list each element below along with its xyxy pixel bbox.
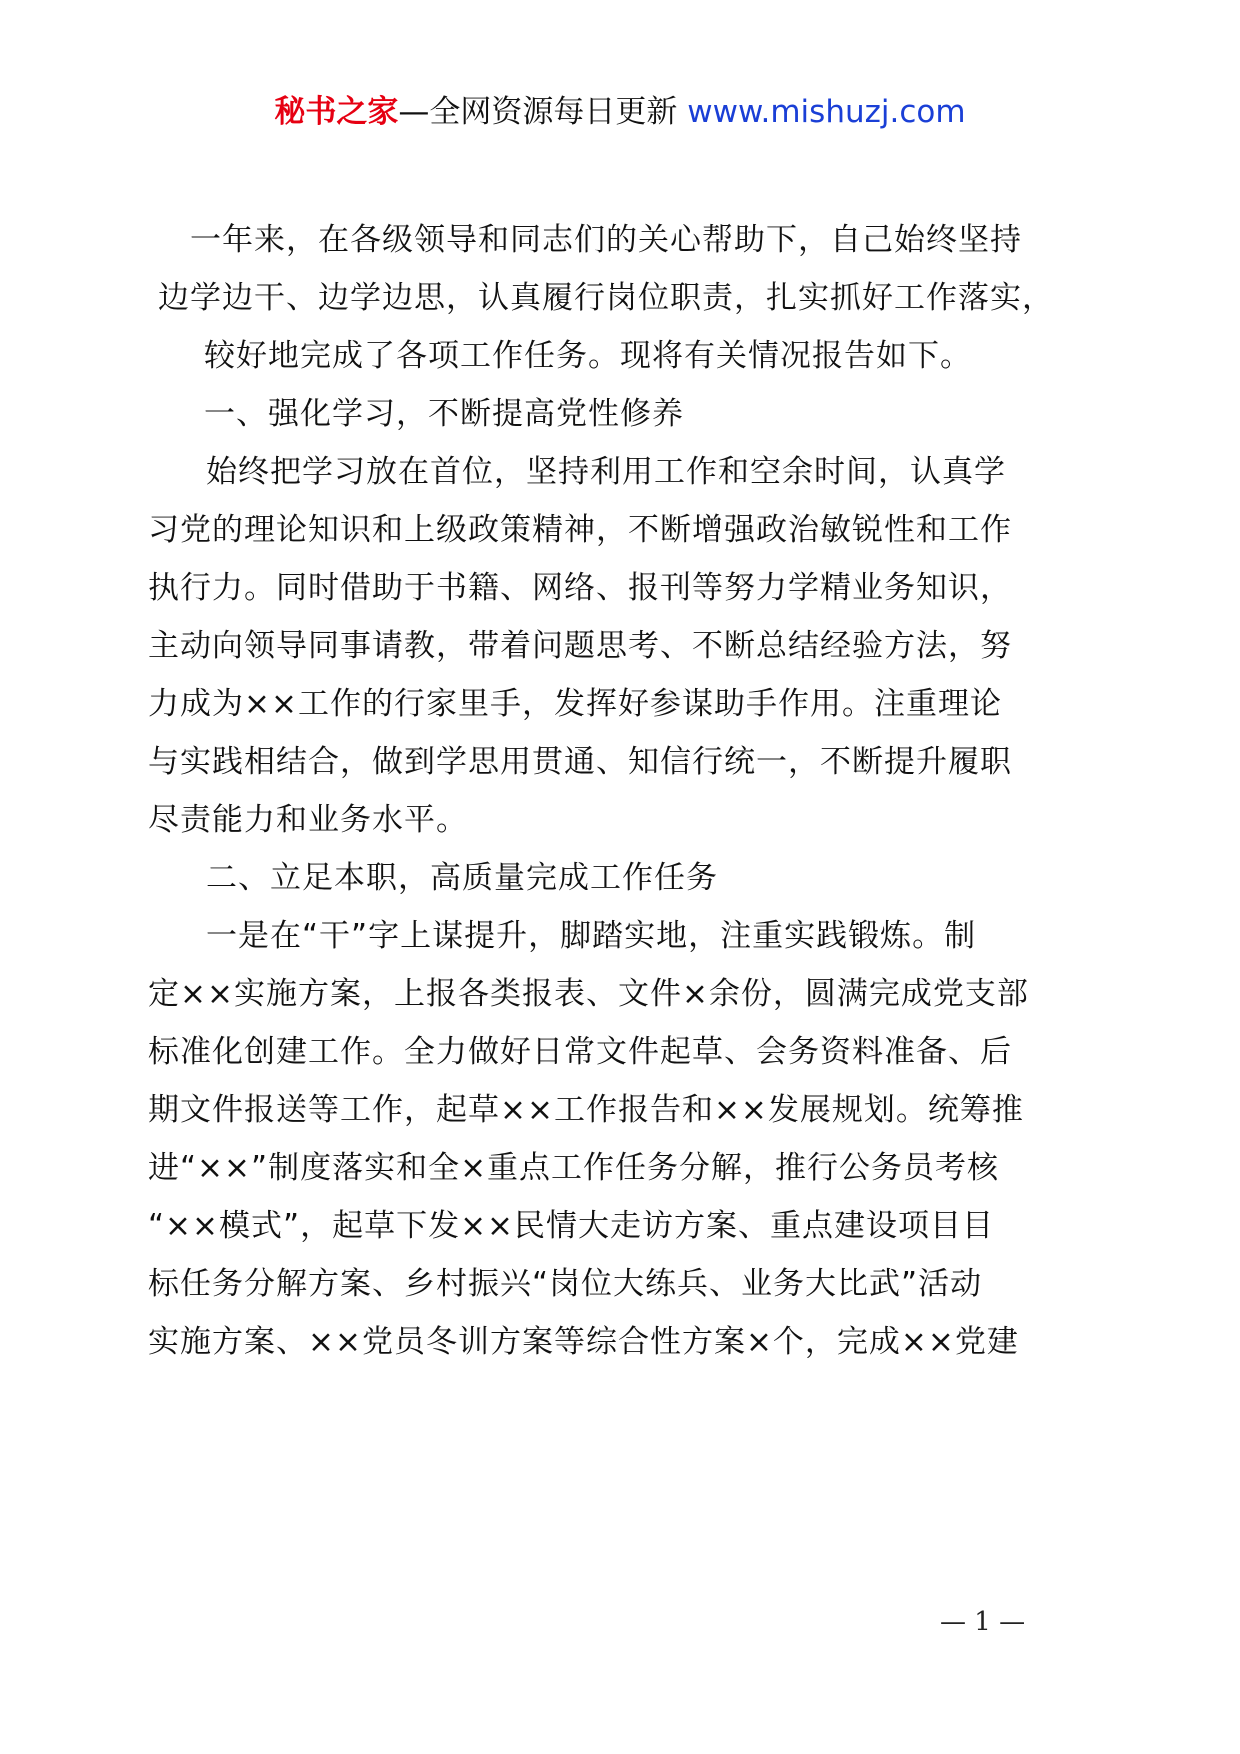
body-line: 定××实施方案，上报各类报表、文件×余份，圆满完成党支部: [148, 976, 1029, 1012]
body-line: 习党的理论知识和上级政策精神，不断增强政治敏锐性和工作: [148, 512, 1012, 548]
intro-line-3: 较好地完成了各项工作任务。现将有关情况报告如下。: [204, 338, 972, 374]
body-line: 期文件报送等工作，起草××工作报告和××发展规划。统筹推: [148, 1092, 1024, 1128]
site-header: [0, 92, 1240, 132]
site-url: www.mishuzj.com: [687, 94, 966, 130]
brand-name: 秘书之家: [274, 94, 399, 130]
header-tagline: —全网资源每日更新: [398, 94, 688, 130]
body-line: 执行力。同时借助于书籍、网络、报刊等努力学精业务知识，: [148, 570, 1012, 606]
body-line: 始终把学习放在首位，坚持利用工作和空余时间，认真学: [206, 454, 1006, 490]
intro-line-1: 一年来，在各级领导和同志们的关心帮助下，自己始终坚持: [190, 222, 1022, 258]
body-line: 标任务分解方案、乡村振兴“岗位大练兵、业务大比武”活动: [148, 1266, 983, 1302]
section-heading-2: 二、立足本职，高质量完成工作任务: [206, 860, 718, 896]
body-line: 主动向领导同事请教，带着问题思考、不断总结经验方法，努: [148, 628, 1012, 664]
body-line: 尽责能力和业务水平。: [148, 802, 468, 838]
page-number: — 1 —: [940, 1607, 1026, 1637]
body-line: 进“××”制度落实和全×重点工作任务分解，推行公务员考核: [148, 1150, 1000, 1186]
intro-line-2: 边学边干、边学边思，认真履行岗位职责，扎实抓好工作落实，: [158, 280, 1054, 316]
body-line: 与实践相结合，做到学思用贯通、知信行统一，不断提升履职: [148, 744, 1012, 780]
body-line: 力成为××工作的行家里手，发挥好参谋助手作用。注重理论: [148, 686, 1002, 722]
body-line: 一是在“干”字上谋提升，脚踏实地，注重实践锻炼。制: [206, 918, 977, 954]
section-heading-1: 一、强化学习，不断提高党性修养: [204, 396, 684, 432]
body-line: 实施方案、××党员冬训方案等综合性方案×个，完成××党建: [148, 1324, 1019, 1360]
body-line: “××模式”，起草下发××民情大走访方案、重点建设项目目: [148, 1208, 995, 1244]
body-line: 标准化创建工作。全力做好日常文件起草、会务资料准备、后: [148, 1034, 1012, 1070]
